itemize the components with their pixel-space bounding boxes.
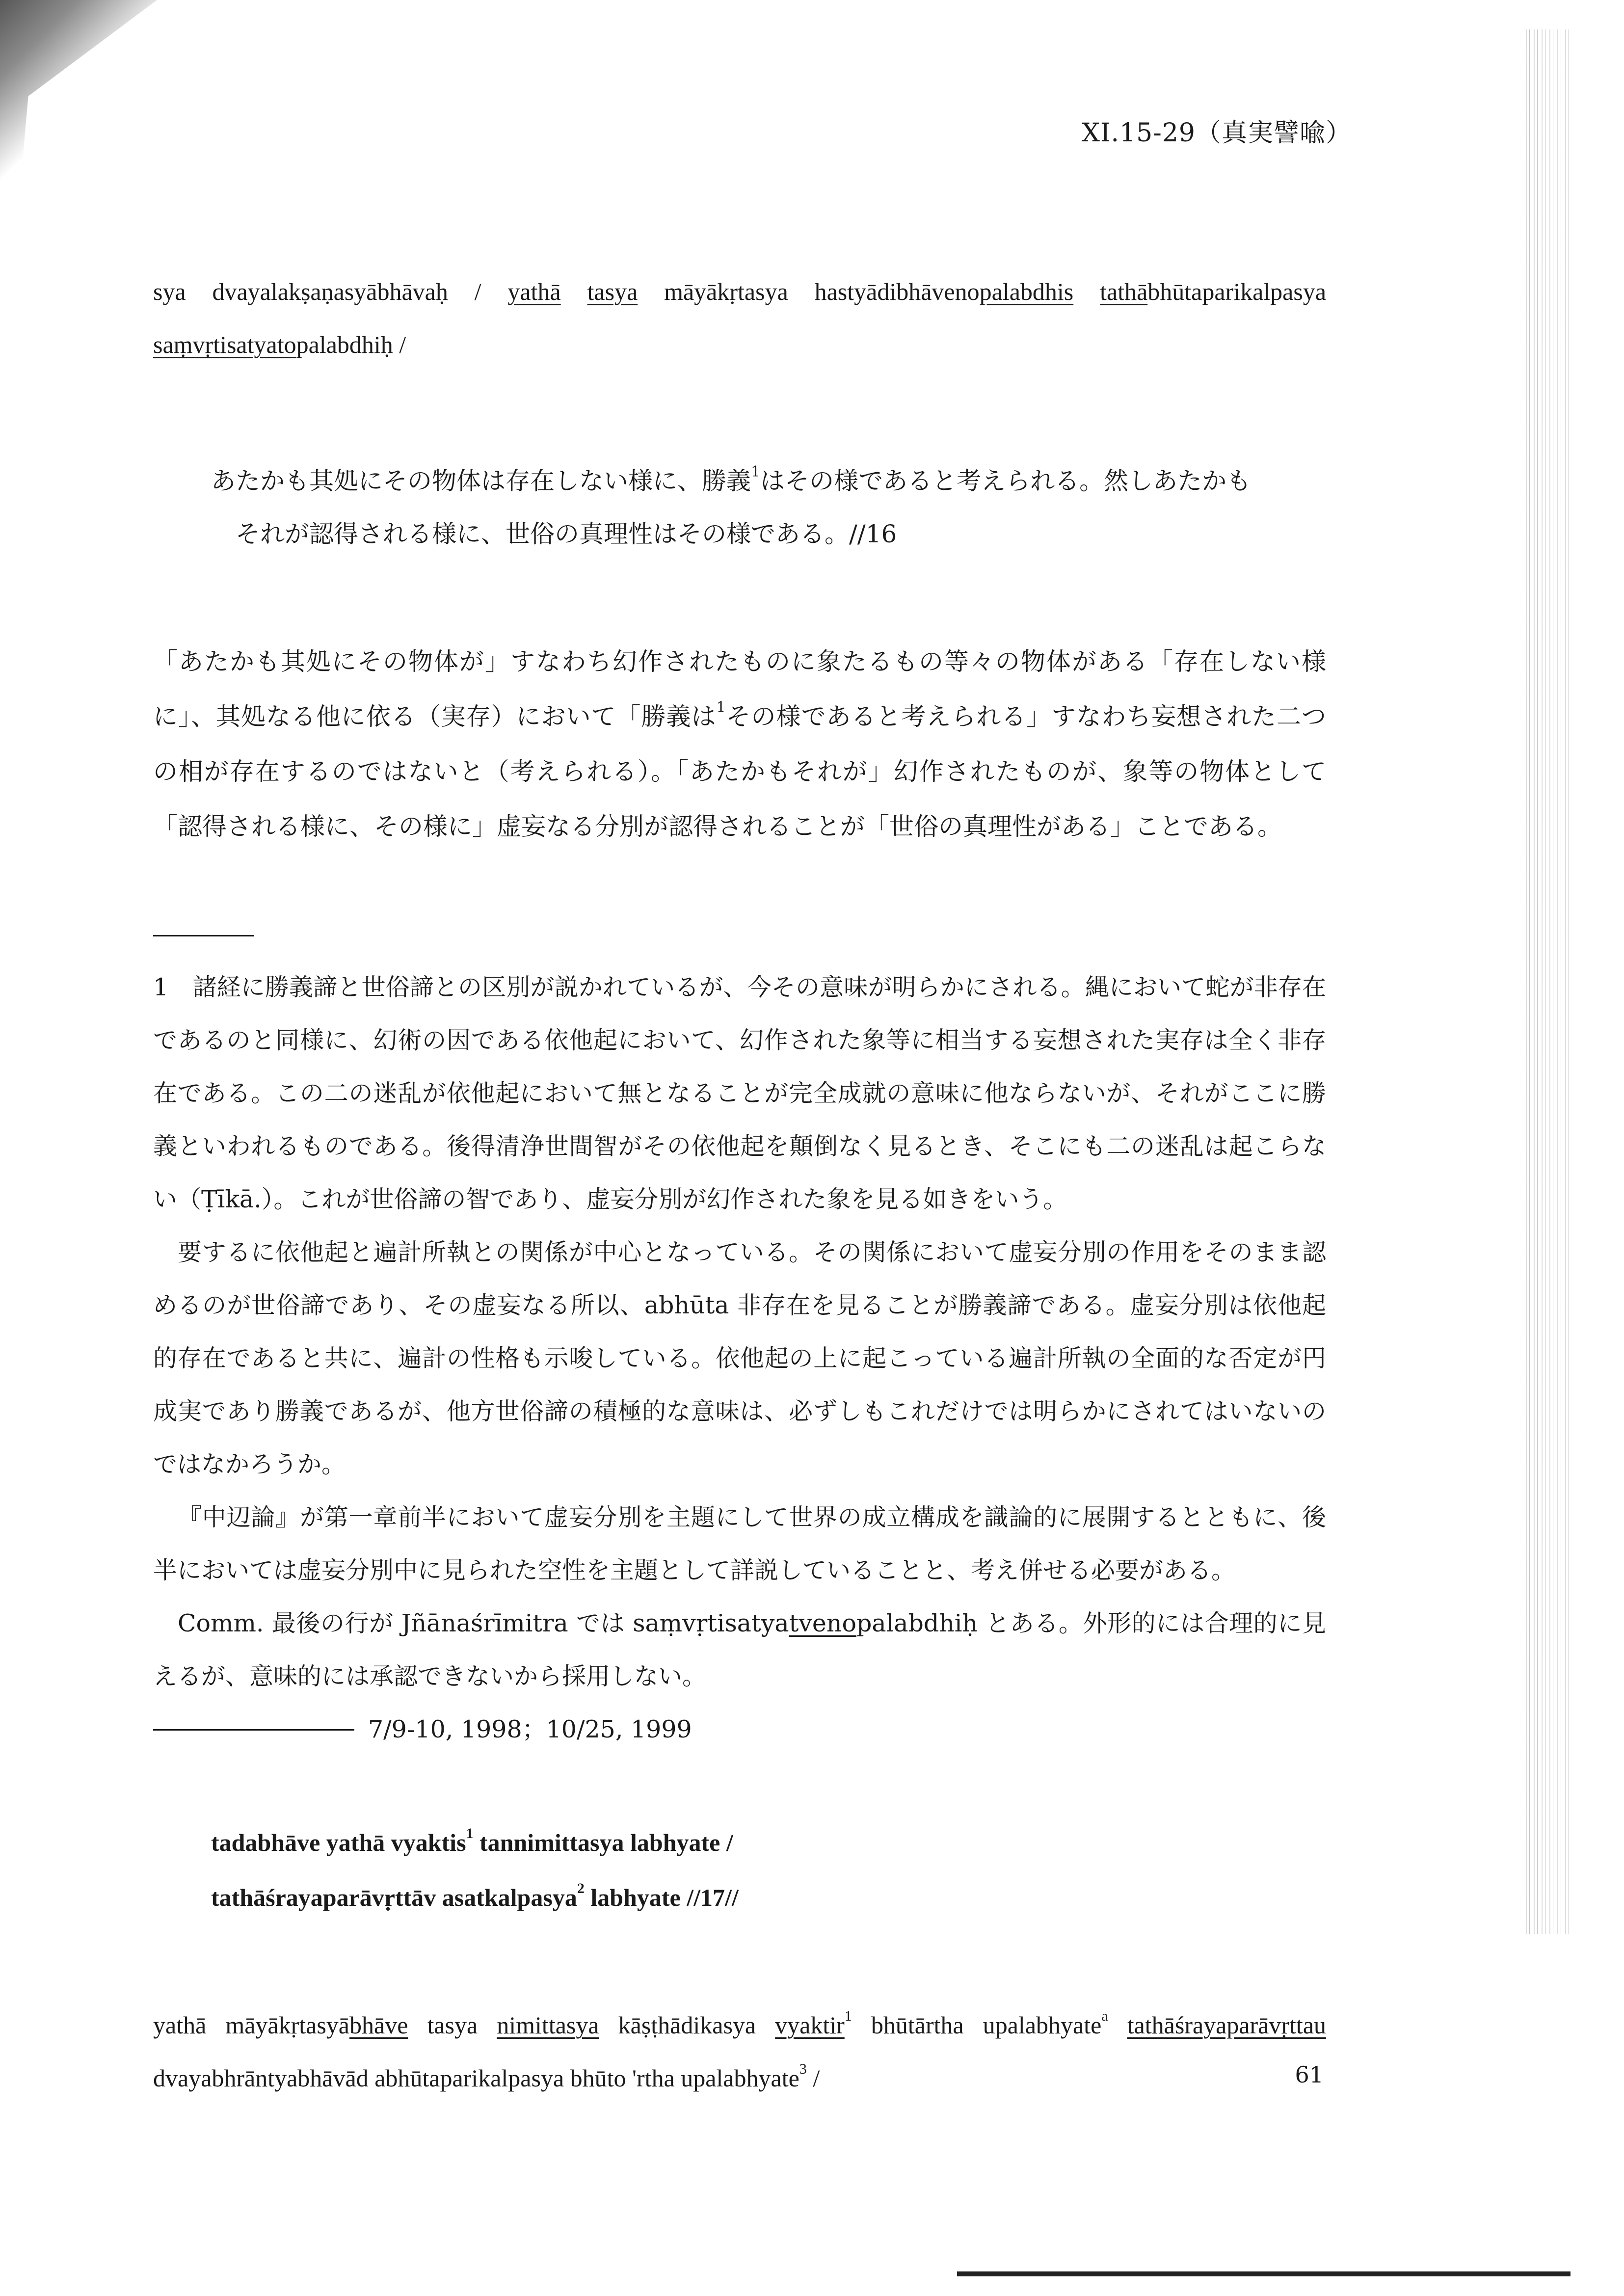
footnote-paragraph: [153, 1597, 1326, 1703]
text-span: 「あたかも其処にその物体が」すなわち幻作されたものに象たるもの等々の物体がある「存在しない様に」、其処なる他に依る（実存）において「勝義は: [153, 647, 1326, 731]
text-span: [1108, 2011, 1127, 2039]
text-span: māyākṛtasya hastyādibhāveno: [638, 278, 980, 305]
commentary-verse16: [153, 634, 1326, 854]
underlined-text: nimittasya: [497, 2011, 599, 2039]
footnote-ref: 1: [844, 2008, 852, 2025]
footnote-ref: 1: [716, 699, 726, 717]
underlined-text: bhāve: [349, 2011, 408, 2039]
running-header: XI.15-29（真実譬喩）: [1082, 118, 1352, 148]
sanskrit-verse16-line2: [153, 318, 1326, 371]
underlined-text: vyaktir: [775, 2011, 845, 2039]
underlined-text: palabdhis: [979, 278, 1074, 305]
footnote-ref: a: [1101, 2008, 1108, 2025]
underlined-text: tathāśrayaparāvṛttau: [1127, 2011, 1327, 2039]
underlined-text: tasya: [587, 278, 638, 305]
text-span: [1073, 278, 1100, 305]
translation-verse16: [211, 454, 1320, 561]
date-text: 7/9-10, 1998；10/25, 1999: [368, 1715, 692, 1743]
footnote-paragraph: 1 諸経に勝義諦と世俗諦との区別が説かれているが、今その意味が明らかにされる。縄において蛇が非存在であるのと同様に、幻術の因である依他起において、幻作された象等に相当する妄想された実存は全く非存在である。この二の迷乱が依他起において無となることが完全成就の意味に他ならないが、それがここに勝義といわれるものである。後得清浄世間智がその依他起を顛倒なく見るとき、そこにも二の迷乱は起こらない（Ṭīkā.）。これが世俗諦の智であり、虚妄分別が幻作された象を見る如きをいう。: [153, 973, 1326, 1213]
text-span: kāṣṭhādikasya: [599, 2011, 775, 2039]
footnote-divider: [153, 935, 254, 936]
footnote-paragraph: 要するに依他起と遍計所執との関係が中心となっている。その関係において虚妄分別の作用をそのまま認めるのが世俗諦であり、その虚妄なる所以、abhūta 非存在を見ることが勝義諦である。虚妄分別は依他起的存在であると共に、遍計の性格も示唆している。依他起の上に起こっている遍計所執の全面的な否定が円成実であり勝義であるが、他方世俗諦の積極的な意味は、必ずしもこれだけでは明らかにされてはいないのではなかろうか。: [153, 1238, 1326, 1478]
text-span: tasya: [408, 2011, 497, 2039]
text-span: yathā māyākṛtasyā: [153, 2011, 349, 2039]
underlined-text: tveno: [789, 1609, 856, 1637]
underlined-text: tathā: [1100, 278, 1148, 305]
text-span: その様であると考えられる」すなわち妄想された二つの相が存在するのではないと（考えられる）。「あたかもそれが」幻作されたものが、象等の物体として「認得される様に、その様に」虚妄なる分別が認得されることが「世俗の真理性がある」ことである。: [153, 702, 1327, 841]
footnote-ref: 1: [751, 463, 761, 481]
translation-line1: [211, 454, 1320, 507]
scan-bottom-edge: [957, 2271, 1571, 2276]
text-span: palabdhiḥ とある。外形的には合理的に見えるが、意味的には承認できないから採用しない。: [153, 1609, 1326, 1690]
date-line: [153, 1703, 1326, 1756]
text-span: はその様であると考えられる。然しあたかも: [760, 467, 1251, 495]
scan-binding-edge: [1526, 29, 1570, 1934]
text-span: tannimittasya labhyate /: [473, 1829, 733, 1856]
text-span: sya dvayalakṣaṇasyābhāvaḥ /: [153, 278, 508, 305]
date-rule: [153, 1729, 354, 1731]
text-span: Comm. 最後の行が Jñānaśrīmitra では saṃvṛtisatya: [178, 1609, 789, 1637]
text-span: palabdhiḥ /: [296, 331, 406, 358]
commentary-verse17-line1: [153, 1999, 1326, 2052]
text-span: [561, 278, 587, 305]
page-number: 61: [1295, 2061, 1324, 2088]
text-span: tadabhāve yathā vyaktis: [211, 1829, 466, 1856]
sanskrit-verse17: [211, 1815, 1326, 1925]
text-span: bhūtārtha upalabhyate: [852, 2011, 1102, 2039]
text-span: tathāśrayaparāvṛttāv asatkalpasya: [211, 1884, 577, 1911]
footnote-1: [153, 961, 1326, 1756]
text-span: bhūtaparikalpasya: [1147, 278, 1327, 305]
text-span: dvayabhrāntyabhāvād abhūtaparikalpasya bhūto 'rtha upalabhyate: [153, 2064, 799, 2092]
footnote-ref: 1: [466, 1825, 474, 1842]
text-span: /: [806, 2064, 820, 2092]
verse17-line2: [211, 1870, 1326, 1925]
verse17-line1: [211, 1815, 1326, 1870]
footnote-paragraph: 『中辺論』が第一章前半において虚妄分別を主題にして世界の成立構成を識論的に展開するとともに、後半においては虚妄分別中に見られた空性を主題として詳説していることと、考え併せる必要がある。: [153, 1503, 1326, 1584]
scan-shadow-corner: [0, 0, 157, 275]
sanskrit-verse16-line1: [153, 265, 1326, 318]
commentary-verse17-line2: [153, 2052, 1326, 2105]
footnote-ref: 3: [799, 2061, 807, 2078]
text-span: あたかも其処にその物体は存在しない様に、勝義: [211, 467, 751, 495]
translation-line2: それが認得される様に、世俗の真理性はその様である。//16: [236, 520, 897, 548]
page-body: [153, 265, 1326, 2105]
footnote-ref: 2: [577, 1880, 585, 1897]
underlined-text: saṃvṛtisatyato: [153, 331, 296, 358]
underlined-text: yathā: [507, 278, 561, 305]
text-span: labhyate //17//: [584, 1884, 739, 1911]
